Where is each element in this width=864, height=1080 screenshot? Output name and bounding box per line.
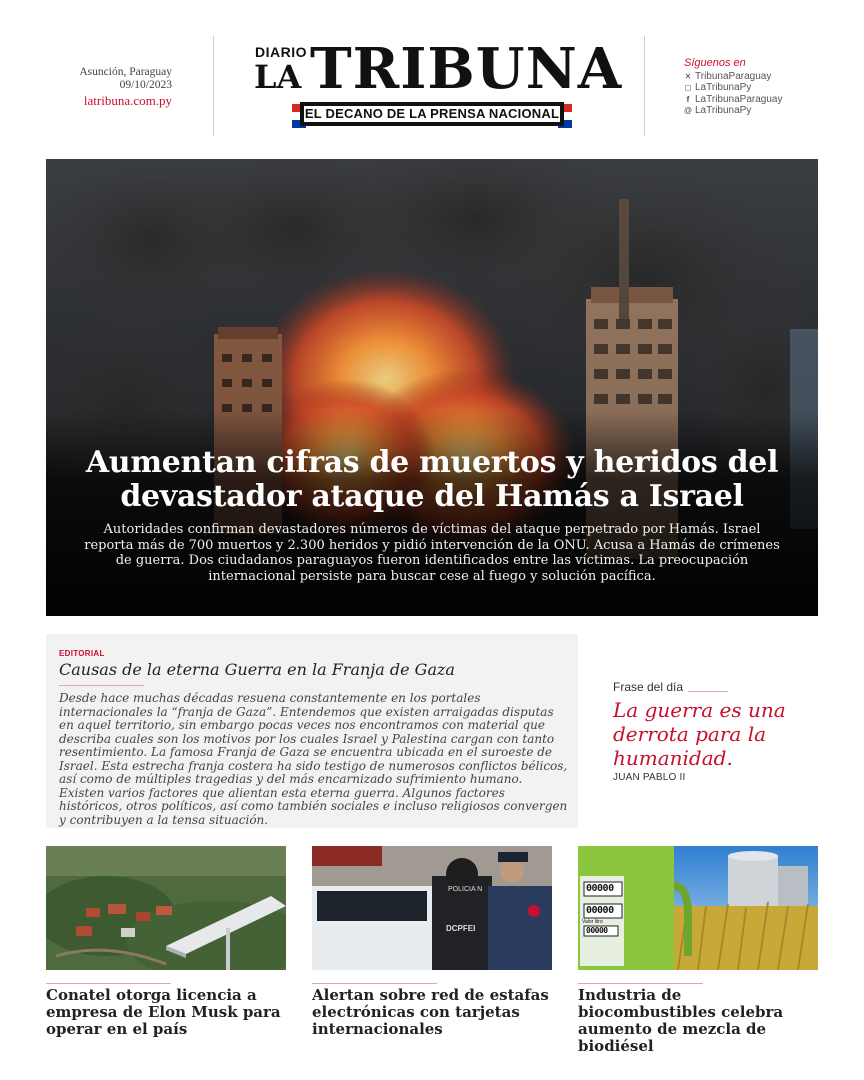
quote-divider <box>688 691 728 692</box>
editorial-box <box>46 634 578 828</box>
meter-counter-3: 00000 <box>586 926 608 935</box>
news-card-biodiesel[interactable] <box>578 846 818 1055</box>
header-divider-right <box>644 36 645 136</box>
date: 09/10/2023 <box>119 79 172 91</box>
news-photo-starlink <box>46 846 286 970</box>
quote-author: JUAN PABLO II <box>613 772 686 783</box>
social-handle: LaTribunaPy <box>695 105 752 116</box>
quote-text: La guerra es una derrota para la humanidad. <box>613 698 786 770</box>
masthead-logo[interactable] <box>240 36 623 138</box>
location: Asunción, Paraguay <box>79 66 172 78</box>
news-photo-police <box>312 846 552 970</box>
news-card-conatel[interactable] <box>46 846 286 1038</box>
site-url-link[interactable]: latribuna.com.py <box>83 93 172 108</box>
news-title[interactable]: Alertan sobre red de estafas electrónicas con tarjetas internacionales <box>312 986 549 1038</box>
editorial-title[interactable]: Causas de la eterna Guerra en la Franja de Gaza <box>59 660 455 679</box>
header-dateline <box>46 66 172 107</box>
social-handle: TribunaParaguay <box>695 70 772 82</box>
editorial-divider <box>59 685 144 686</box>
meter-counter-1: 00000 <box>586 883 614 894</box>
news-photo-fuel-pump <box>578 846 818 970</box>
social-link-facebook[interactable] <box>684 94 782 106</box>
photo-vest-label-2: DCPFEI <box>446 924 476 933</box>
slogan-band <box>300 102 564 126</box>
hero-article[interactable] <box>46 159 818 616</box>
meter-counter-2: 00000 <box>586 905 614 916</box>
logo-slogan-ribbon <box>292 102 572 128</box>
meter-label: Valor litro <box>582 919 603 925</box>
news-divider <box>312 983 437 984</box>
news-divider <box>578 983 703 984</box>
quote-label: Frase del día <box>613 680 684 694</box>
logo-la: LA <box>254 58 302 96</box>
news-card-estafas[interactable] <box>312 846 552 1038</box>
social-handle: LaTribunaPy <box>695 82 752 93</box>
social-link-instagram[interactable] <box>684 82 782 94</box>
editorial-tag: EDITORIAL <box>59 649 105 658</box>
quote-of-the-day <box>613 680 823 783</box>
news-title[interactable]: Industria de biocombustibles celebra aumento de mezcla de biodiésel <box>578 986 784 1055</box>
social-link-threads[interactable] <box>684 105 782 117</box>
facebook-icon: f <box>686 94 690 104</box>
social-label: Síguenos en <box>684 57 746 69</box>
photo-vest-label: POLICIA N <box>448 886 483 893</box>
instagram-icon: ◻ <box>684 83 692 92</box>
editorial-body: Desde hace muchas décadas resuena constantemente en los portales internacionales la “franja de Gaza”. Entendemos que existen arraigadas disputas en aquel territorio, sin embargo pocas veces nos encontramos con material que describa cuales son los motivos por los cuales Israel y Palestina cargan con tanto resentimiento. La famosa Franja de Gaza se encuentra ubicada en el suroeste de Israel. Esta estrecha franja costera ha sido testigo de numerosos conflictos bélicos, así como de múltiples tragedias y del más encarnizado sufrimiento humano. Existen varios factores que alientan esta eterna guerra. Algunos factores históricos, otros políticos, así como también sociales e incluso religiosos convergen y contribuyen a la tensa situación. <box>59 691 568 827</box>
social-handle: LaTribunaParaguay <box>695 93 783 105</box>
social-link-x[interactable] <box>684 71 782 83</box>
news-divider <box>46 983 171 984</box>
logo-tribuna: TRIBUNA <box>310 36 623 102</box>
threads-icon: @ <box>684 106 693 115</box>
hero-summary: Autoridades confirman devastadores números de víctimas del ataque perpetrado por Hamás. Israel reporta más de 700 muertos y 2.300 heridos y pidió intervención de la ONU. Acusa a Hamás de crímenes de guerra. Dos ciudadanos paraguayos fueron identificados entre las víctimas. La preocupación internacional persiste para buscar cese al fuego y solución pacífica. <box>84 522 780 584</box>
x-icon: ✕ <box>684 71 692 81</box>
header-divider-left <box>213 36 214 136</box>
news-title[interactable]: Conatel otorga licencia a empresa de Elon Musk para operar en el país <box>46 986 281 1038</box>
social-links <box>684 58 782 117</box>
slogan-text: EL DECANO DE LA PRENSA NACIONAL <box>304 106 560 121</box>
hero-headline[interactable]: Aumentan cifras de muertos y heridos del devastador ataque del Hamás a Israel <box>85 445 779 514</box>
logo-diario: DIARIO <box>255 44 307 60</box>
